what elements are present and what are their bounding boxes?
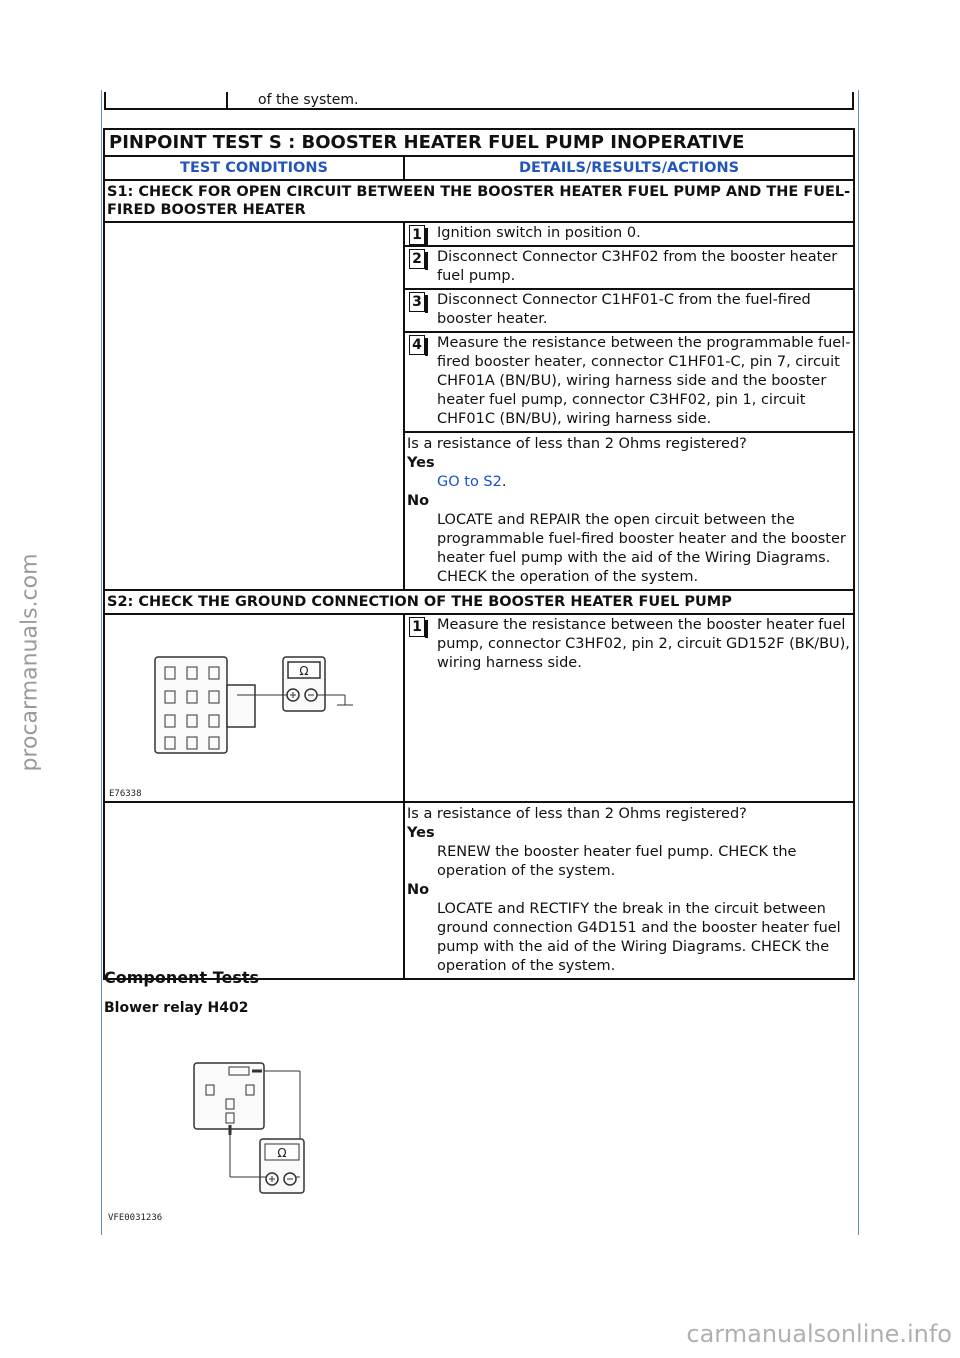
s1-yes-label: Yes	[407, 455, 435, 471]
s1-step-2	[404, 246, 854, 289]
s2-step-1	[404, 614, 854, 802]
step-number: 3	[409, 292, 425, 312]
s1-no-label: No	[407, 493, 430, 509]
pinpoint-test-table	[103, 128, 855, 980]
s1-title: S1: CHECK FOR OPEN CIRCUIT BETWEEN THE BOOSTER HEATER FUEL PUMP AND THE FUEL-FIRED BOOSTER HEATER	[104, 180, 854, 222]
left-margin-line	[101, 90, 102, 1235]
previous-table-end-row	[104, 92, 854, 110]
step-number: 2	[409, 249, 425, 269]
step-text: Disconnect Connector C1HF01-C from the fuel-fired booster heater.	[437, 292, 811, 327]
bottom-watermark: carmanualsonline.info	[686, 1320, 952, 1348]
figure-label: VFE0031236	[108, 1213, 163, 1223]
step-text: Ignition switch in position 0.	[437, 225, 641, 241]
blower-relay-heading: Blower relay H402	[104, 1000, 249, 1016]
previous-row-text: of the system.	[258, 92, 359, 108]
s1-no-text: LOCATE and REPAIR the open circuit between the programmable fuel-fired booster heater and the booster heater fuel pump with the aid of the Wiring Diagrams. CHECK the operation of the system.	[437, 512, 846, 585]
s1-step-1	[404, 222, 854, 246]
s2-no-text: LOCATE and RECTIFY the break in the circuit between ground connection G4D151 and the booster heater fuel pump with the aid of the Wiring Diagrams. CHECK the operation of the system.	[437, 901, 841, 974]
s1-step-4	[404, 332, 854, 432]
step-number: 4	[409, 335, 425, 355]
s2-test-conditions-cell	[104, 802, 404, 979]
step-text: Measure the resistance between the programmable fuel-fired booster heater, connector C1HF01-C, pin 7, circuit CHF01A (BN/BU), wiring harness side and the booster heater fuel pump, connector C3HF02, pin 1, circuit CHF01C (BN/BU), wiring harness side.	[437, 335, 851, 427]
s2-yes-label: Yes	[407, 825, 435, 841]
s1-question: Is a resistance of less than 2 Ohms registered?	[407, 436, 747, 452]
pinpoint-test-title: PINPOINT TEST S : BOOSTER HEATER FUEL PUMP INOPERATIVE	[104, 129, 854, 156]
s2-figure-cell	[104, 614, 404, 802]
connector-meter-diagram	[105, 615, 401, 801]
s1-step-3	[404, 289, 854, 332]
go-to-s2-link[interactable]: GO to S2	[437, 474, 502, 490]
component-tests-heading: Component Tests	[104, 968, 260, 987]
s2-yes-text: RENEW the booster heater fuel pump. CHECK the operation of the system.	[437, 844, 797, 879]
s2-title: S2: CHECK THE GROUND CONNECTION OF THE BOOSTER HEATER FUEL PUMP	[104, 590, 854, 614]
right-margin-line	[858, 90, 859, 1235]
connector-icon	[155, 657, 255, 753]
s2-result	[404, 802, 854, 979]
step-number: 1	[409, 617, 425, 637]
s1-result: Is a resistance of less than 2 Ohms registered? Yes GO to S2. No LOCATE and REPAIR the open circuit between the programmable fuel-fired booster heater and the booster heater fuel pump with the aid of the Wiring Diagrams. CHECK the operation of the system.	[404, 432, 854, 590]
step-text: Disconnect Connector C3HF02 from the booster heater fuel pump.	[437, 249, 838, 284]
ohm-symbol: Ω	[277, 1146, 287, 1160]
s1-test-conditions-cell	[104, 222, 404, 590]
figure-label: E76338	[109, 789, 142, 799]
ohm-symbol: Ω	[299, 664, 309, 678]
s2-no-label: No	[407, 882, 430, 898]
blower-relay-diagram	[104, 1055, 324, 1225]
s2-question: Is a resistance of less than 2 Ohms registered?	[407, 806, 747, 822]
step-number: 1	[409, 225, 425, 245]
header-test-conditions: TEST CONDITIONS	[104, 156, 404, 180]
side-watermark: procarmanuals.com	[17, 553, 43, 772]
step-text: Measure the resistance between the booster heater fuel pump, connector C3HF02, pin 2, circuit GD152F (BK/BU), wiring harness side.	[437, 617, 850, 671]
header-details-results-actions: DETAILS/RESULTS/ACTIONS	[404, 156, 854, 180]
